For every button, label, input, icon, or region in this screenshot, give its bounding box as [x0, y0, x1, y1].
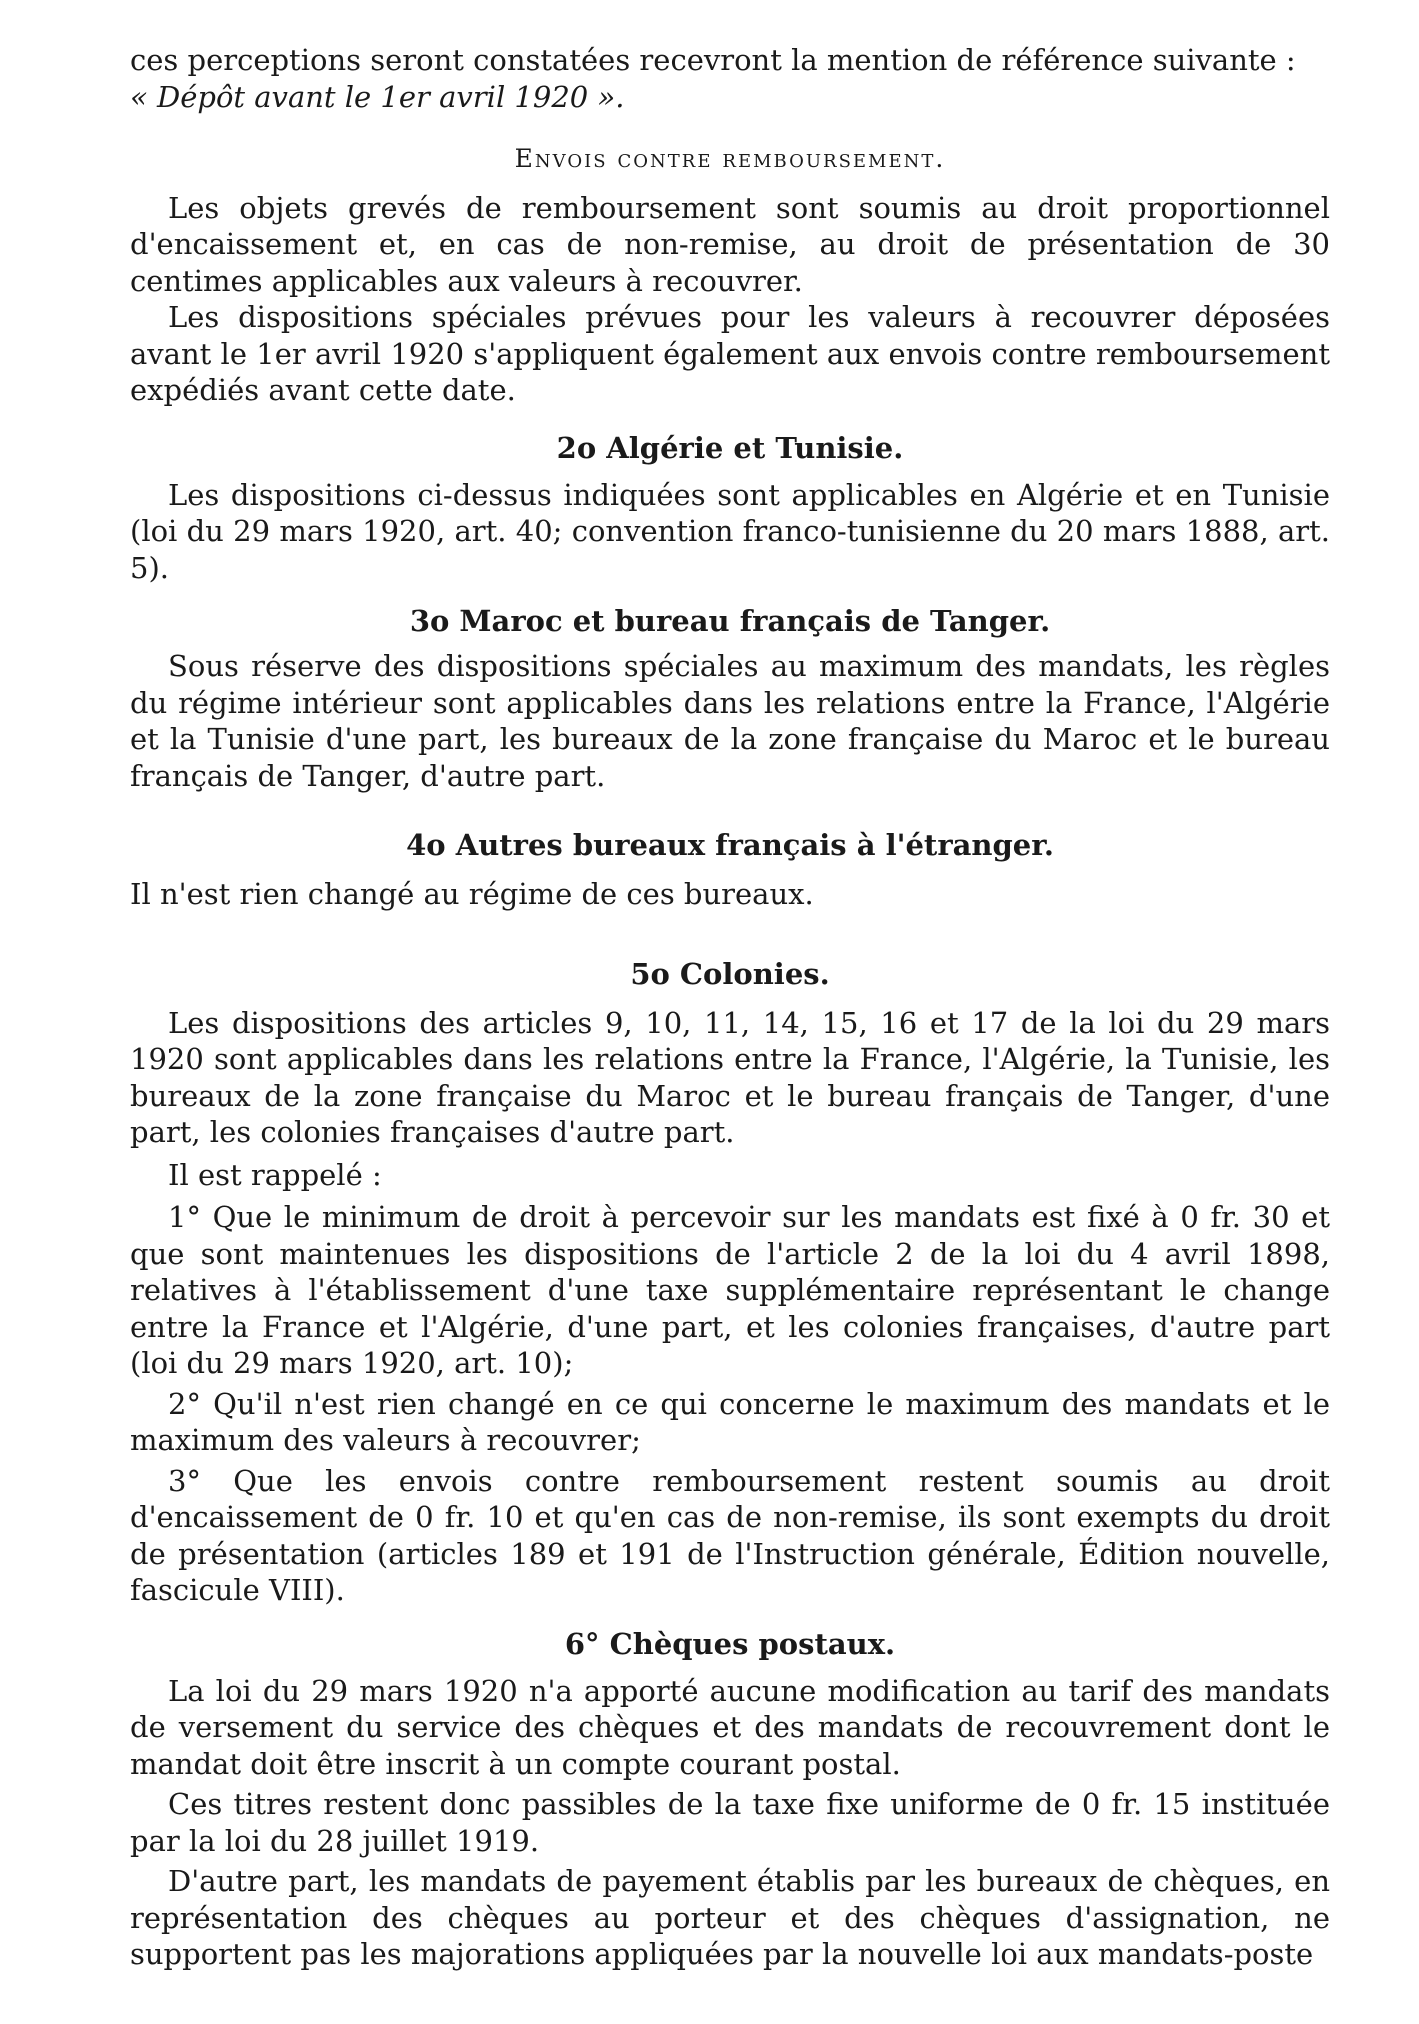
list-item: 3° Que les envois contre remboursement restent soumis au droit d'encaissement de 0 fr. 10 et qu'en cas de non-remise, ils sont exempts du droit de présentation (articles 189 et 191 de l'Instruction générale, Édition nouvelle, fascicule VIII).: [130, 1463, 1330, 1607]
paragraph: D'autre part, les mandats de payement établis par les bureaux de chèques, en représentation des chèques au porteur et des chèques d'assignation, ne supportent pas les majorations appliquées par la nouvelle loi aux mandats-poste: [130, 1864, 1330, 1971]
heading-cheques-postaux: 6° Chèques postaux.: [564, 1626, 896, 1661]
line-continued: ces perceptions seront constatées recevront la mention de référence suivante :: [130, 43, 1296, 77]
paragraph: Les dispositions ci-dessus indiquées sont applicables en Algérie et en Tunisie (loi du 29 mars 1920, art. 40; convention franco-tunisienne du 20 mars 1888, art. 5).: [130, 477, 1330, 585]
paragraph: Les dispositions spéciales prévues pour les valeurs à recouvrer déposées avant le 1er avril 1920 s'appliquent également aux envois contre remboursement expédiés avant cette date.: [130, 300, 1330, 407]
paragraph: Ces titres restent donc passibles de la taxe fixe uniforme de 0 fr. 15 instituée par la loi du 28 juillet 1919.: [130, 1787, 1330, 1858]
list-item: 1° Que le minimum de droit à percevoir sur les mandats est fixé à 0 fr. 30 et que sont maintenues les dispositions de l'article 2 de la loi du 4 avril 1898, relatives à l'établissement d'une taxe supplémentaire représentant le change entre la France et l'Algérie, d'une part, et les colonies françaises, d'autre part (loi du 29 mars 1920, art. 10);: [130, 1200, 1330, 1380]
line-reference: « Dépôt avant le 1er avril 1920 ».: [130, 79, 625, 114]
text-column: [130, 42, 1330, 1973]
paragraph: La loi du 29 mars 1920 n'a apporté aucune modification au tarif des mandats de versement du service des chèques et des mandats de recouvrement dont le mandat doit être inscrit à un compte courant postal.: [130, 1673, 1330, 1781]
heading-autres-bureaux: 4o Autres bureaux français à l'étranger.: [406, 828, 1054, 862]
heading-colonies: 5o Colonies.: [630, 956, 830, 991]
heading-envois-remboursement: Envois contre remboursement.: [514, 144, 946, 173]
list-item: 2° Qu'il n'est rien changé en ce qui concerne le maximum des mandats et le maximum des valeurs à recouvrer;: [130, 1386, 1330, 1457]
paragraph: Il n'est rien changé au régime de ces bureaux.: [130, 877, 814, 911]
paragraph: Les dispositions des articles 9, 10, 11, 14, 15, 16 et 17 de la loi du 29 mars 1920 sont applicables dans les relations entre la France, l'Algérie, la Tunisie, les bureaux de la zone française du Maroc et le bureau français de Tanger, d'une part, les colonies françaises d'autre part.: [130, 1005, 1330, 1149]
heading-maroc-tanger: 3o Maroc et bureau français de Tanger.: [409, 604, 1051, 638]
paragraph: Sous réserve des dispositions spéciales au maximum des mandats, les règles du régime intérieur sont applicables dans les relations entre la France, l'Algérie et la Tunisie d'une part, les bureaux de la zone française du Maroc et le bureau français de Tanger, d'autre part.: [130, 649, 1330, 793]
paragraph: Les objets grevés de remboursement sont soumis au droit proportionnel d'encaissement et, en cas de non-remise, au droit de présentation de 30 centimes applicables aux valeurs à recouvrer.: [130, 190, 1330, 298]
paragraph: Il est rappelé :: [168, 1157, 382, 1192]
heading-algerie-tunisie: 2o Algérie et Tunisie.: [556, 430, 904, 465]
